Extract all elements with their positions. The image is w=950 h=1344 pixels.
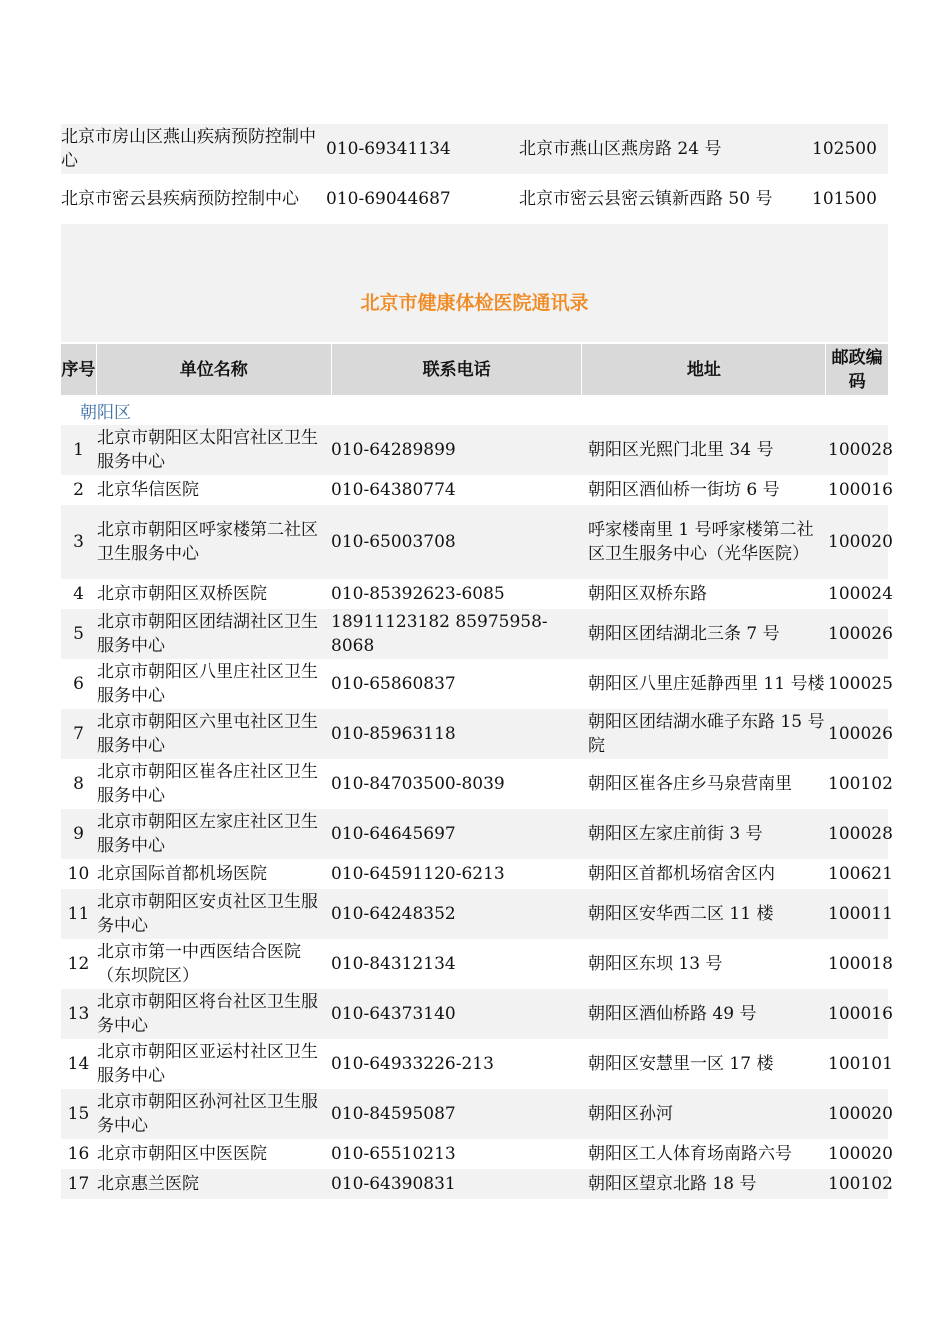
top-contact-table [61,124,888,224]
address: 朝阳区光熙门北里 34 号 [588,440,774,460]
table-row [61,709,893,759]
address: 朝阳区工人体育场南路六号 [588,1144,792,1164]
header-address: 地址 [581,344,825,395]
phone: 010-84312134 [331,954,456,974]
zip-code: 100102 [828,774,893,794]
row-number: 2 [73,480,84,500]
address: 朝阳区双桥东路 [588,584,707,604]
phone: 010-64380774 [331,480,456,500]
phone: 010-69341134 [326,139,451,159]
unit-name: 北京惠兰医院 [97,1174,199,1194]
row-number: 14 [67,1054,90,1074]
zip-code: 100028 [828,440,893,460]
unit-name: 北京市朝阳区将台社区卫生服务中心 [97,992,318,1036]
unit-name: 北京市朝阳区安贞社区卫生服务中心 [97,892,318,936]
zip-code: 101500 [812,189,877,209]
zip-code: 100018 [828,954,893,974]
unit-name: 北京市朝阳区孙河社区卫生服务中心 [97,1092,318,1136]
phone: 010-64289899 [331,440,456,460]
row-number: 8 [73,774,84,794]
zip-code: 100101 [828,1054,893,1074]
table-row [61,124,888,174]
row-number: 12 [67,954,90,974]
address: 朝阳区崔各庄乡马泉营南里 [588,774,792,794]
table-row [61,939,893,989]
address: 朝阳区东坝 13 号 [588,954,723,974]
zip-code: 100020 [828,532,893,552]
row-number: 1 [73,440,84,460]
table-row [61,609,893,659]
address: 朝阳区安华西二区 11 楼 [588,904,774,924]
unit-name: 北京国际首都机场医院 [97,864,267,884]
table-row [61,1039,893,1089]
phone: 010-84595087 [331,1104,456,1124]
unit-name: 北京市房山区燕山疾病预防控制中心 [61,127,316,171]
phone: 010-65003708 [331,532,456,552]
address: 朝阳区左家庄前街 3 号 [588,824,763,844]
phone: 010-64248352 [331,904,456,924]
row-number: 7 [73,724,84,744]
unit-name: 北京市朝阳区太阳宫社区卫生服务中心 [97,428,318,472]
zip-code: 100028 [828,824,893,844]
row-number: 11 [67,904,90,924]
address: 朝阳区团结湖北三条 7 号 [588,624,780,644]
row-number: 13 [67,1004,90,1024]
unit-name: 北京市朝阳区八里庄社区卫生服务中心 [97,662,318,706]
unit-name: 北京市朝阳区亚运村社区卫生服务中心 [97,1042,318,1086]
table-row [61,1139,893,1169]
zip-code: 100020 [828,1104,893,1124]
address: 北京市密云县密云镇新西路 50 号 [519,189,773,209]
unit-name: 北京市密云县疾病预防控制中心 [61,189,299,209]
address: 朝阳区安慧里一区 17 楼 [588,1054,774,1074]
unit-name: 北京市第一中西医结合医院（东坝院区） [97,942,301,986]
address: 朝阳区首都机场宿舍区内 [588,864,775,884]
address: 朝阳区八里庄延静西里 11 号楼 [588,674,825,694]
district-label: 朝阳区 [61,395,888,425]
zip-code: 100020 [828,1144,893,1164]
zip-code: 100102 [828,1174,893,1194]
address: 朝阳区孙河 [588,1104,673,1124]
table-row [61,859,893,889]
table-row [61,425,893,475]
zip-code: 100011 [828,904,893,924]
zip-code: 100025 [828,674,893,694]
address: 朝阳区酒仙桥路 49 号 [588,1004,757,1024]
table-row [61,475,893,505]
phone: 010-85392623-6085 [331,584,505,604]
table-header [61,344,888,395]
row-number: 3 [73,532,84,552]
header-name: 单位名称 [96,344,331,395]
table-row [61,759,893,809]
table-row [61,809,893,859]
table-row [61,579,893,609]
phone: 010-64390831 [331,1174,456,1194]
zip-code: 100026 [828,724,893,744]
header-no: 序号 [61,359,96,380]
phone: 010-64933226-213 [331,1054,494,1074]
unit-name: 北京市朝阳区崔各庄社区卫生服务中心 [97,762,318,806]
table-row [61,659,893,709]
unit-name: 北京市朝阳区双桥医院 [97,584,267,604]
row-number: 16 [67,1144,90,1164]
phone: 010-84703500-8039 [331,774,505,794]
table-row [61,989,893,1039]
hospital-directory-table [61,344,893,1199]
row-number: 6 [73,674,84,694]
phone: 010-85963118 [331,724,456,744]
phone: 010-65510213 [331,1144,456,1164]
phone: 010-64373140 [331,1004,456,1024]
table-row [61,174,888,224]
zip-code: 102500 [812,139,877,159]
row-number: 4 [73,584,84,604]
zip-code: 100024 [828,584,893,604]
phone: 010-65860837 [331,674,456,694]
section-title: 北京市健康体检医院通讯录 [360,292,589,314]
row-number: 15 [67,1104,90,1124]
phone: 010-69044687 [326,189,451,209]
table-row [61,1169,893,1199]
phone: 010-64645697 [331,824,456,844]
address: 呼家楼南里 1 号呼家楼第二社区卫生服务中心（光华医院） [588,520,814,564]
address: 朝阳区团结湖水碓子东路 15 号院 [588,712,825,756]
table-row [61,889,893,939]
unit-name: 北京市朝阳区六里屯社区卫生服务中心 [97,712,318,756]
row-number: 10 [67,864,90,884]
unit-name: 北京华信医院 [97,480,199,500]
header-phone: 联系电话 [331,344,582,395]
section-title-band [61,224,888,342]
row-number: 17 [67,1174,90,1194]
address: 朝阳区酒仙桥一街坊 6 号 [588,480,780,500]
header-zip: 邮政编码 [825,344,888,395]
table-row [61,1089,893,1139]
table-row [61,505,893,579]
unit-name: 北京市朝阳区左家庄社区卫生服务中心 [97,812,318,856]
unit-name: 北京市朝阳区团结湖社区卫生服务中心 [97,612,318,656]
phone: 010-64591120-6213 [331,864,505,884]
zip-code: 100026 [828,624,893,644]
address: 朝阳区望京北路 18 号 [588,1174,757,1194]
zip-code: 100016 [828,1004,893,1024]
zip-code: 100016 [828,480,893,500]
row-number: 9 [73,824,84,844]
phone: 18911123182 85975958-8068 [331,612,548,656]
unit-name: 北京市朝阳区呼家楼第二社区卫生服务中心 [97,520,318,564]
row-number: 5 [73,624,84,644]
address: 北京市燕山区燕房路 24 号 [519,139,722,159]
zip-code: 100621 [828,864,893,884]
unit-name: 北京市朝阳区中医医院 [97,1144,267,1164]
table-body [61,425,893,1199]
